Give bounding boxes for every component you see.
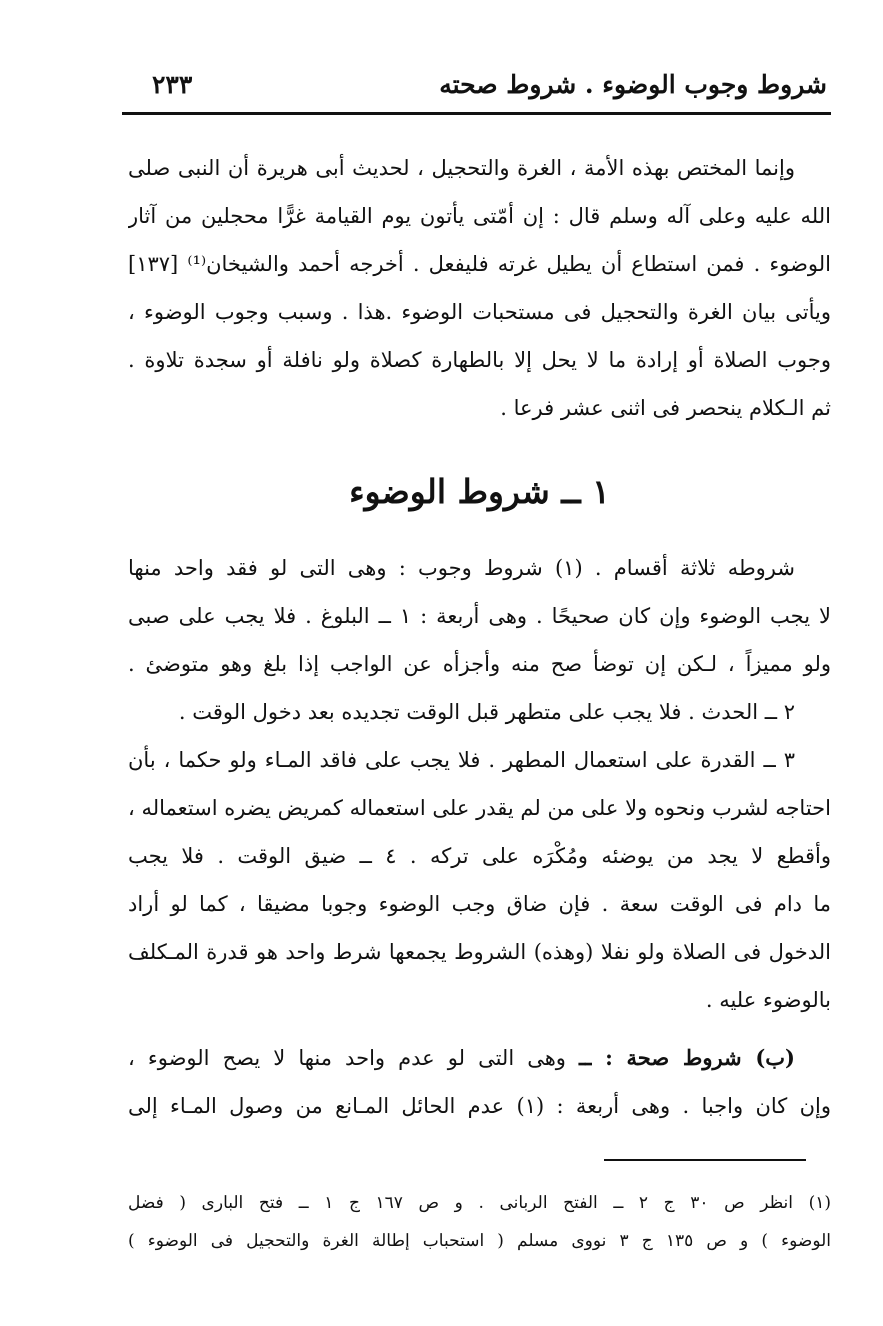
header-title: شروط وجوب الوضوء . شروط صحته <box>439 69 827 99</box>
conditions-b-text: وهى التى لو عدم واحد منها لا يصح الوضوء ، <box>128 1046 580 1070</box>
text-line <box>128 1034 831 1082</box>
text-line: احتاجه لشرب ونحوه ولا على من لم يقدر على استعماله كمريض يضره استعماله ، <box>128 796 831 820</box>
body-paragraph <box>128 544 831 1024</box>
footnote-rule <box>604 1159 806 1161</box>
conditions-b-label: (ب) شروط صحة : ــ <box>579 1045 795 1070</box>
header-rule <box>122 112 831 115</box>
section-heading: ١ ــ شروط الوضوء <box>349 472 610 511</box>
text-line: الوضوء . فمن استطاع أن يطيل غرته فليفعل . أخرجه أحمد والشيخان⁽¹⁾ [١٣٧] <box>128 252 831 276</box>
intro-paragraph <box>128 144 831 432</box>
text-line: وإن كان واجبا . وهى أربعة : (١) عدم الحائل المـانع من وصول المـاء إلى <box>128 1094 831 1118</box>
conditions-b-paragraph <box>128 1034 831 1130</box>
text-line: وإنما المختص بهذه الأمة ، الغرة والتحجيل ، لحديث أبى هريرة أن النبى صلى <box>128 156 795 180</box>
text-line: ٢ ــ الحدث . فلا يجب على متطهر قبل الوقت تجديده بعد دخول الوقت . <box>178 700 795 724</box>
text-line: لا يجب الوضوء وإن كان صحيحًا . وهى أربعة : ١ ــ البلوغ . فلا يجب على صبى <box>128 604 831 628</box>
text-line: وجوب الصلاة أو إرادة ما لا يحل إلا بالطهارة كصلاة ولو نافلة أو سجدة تلاوة . <box>128 348 831 372</box>
text-line: ثم الـكلام ينحصر فى اثنى عشر فرعا . <box>500 396 831 420</box>
text-line: بالوضوء عليه . <box>705 988 831 1012</box>
footnote-line: الوضوء ) و ص ١٣٥ ج ٣ نووى مسلم ( استحباب إطالة الغرة والتحجيل فى الوضوء ) <box>128 1231 831 1251</box>
text-line: ما دام فى الوقت سعة . فإن ضاق وجب الوضوء وجوبا مضيقا ، كما لو أراد <box>128 892 831 916</box>
text-line: شروطه ثلاثة أقسام . (١) شروط وجوب : وهى التى لو فقد واحد منها <box>128 556 795 580</box>
text-line: ٣ ــ القدرة على استعمال المطهر . فلا يجب على فاقد المـاء ولو حكما ، بأن <box>128 748 795 772</box>
page-number: ٢٣٣ <box>152 69 193 99</box>
text-line: ولو مميزاً ، لـكن إن توضأ صح منه وأجزأه عن الواجب إذا بلغ وهو متوضئ . <box>128 652 831 676</box>
text-line: وأقطع لا يجد من يوضئه ومُكْرَه على تركه . ٤ ــ ضيق الوقت . فلا يجب <box>128 844 831 868</box>
footnotes <box>128 1184 831 1260</box>
text-line: الدخول فى الصلاة ولو نفلا (وهذه) الشروط يجمعها شرط واحد هو قدرة المـكلف <box>128 940 831 964</box>
text-line: ويأتى بيان الغرة والتحجيل فى مستحبات الوضوء .هذا . وسبب وجوب الوضوء ، <box>128 300 831 324</box>
footnote-line: (١) انظر ص ٣٠ ج ٢ ــ الفتح الربانى . و ص ١٦٧ ج ١ ــ فتح البارى ( فضل <box>128 1193 831 1213</box>
text-line: الله عليه وعلى آله وسلم قال : إن أمّتى يأتون يوم القيامة غرًّا محجلين من آثار <box>128 204 831 228</box>
running-header <box>122 62 831 106</box>
